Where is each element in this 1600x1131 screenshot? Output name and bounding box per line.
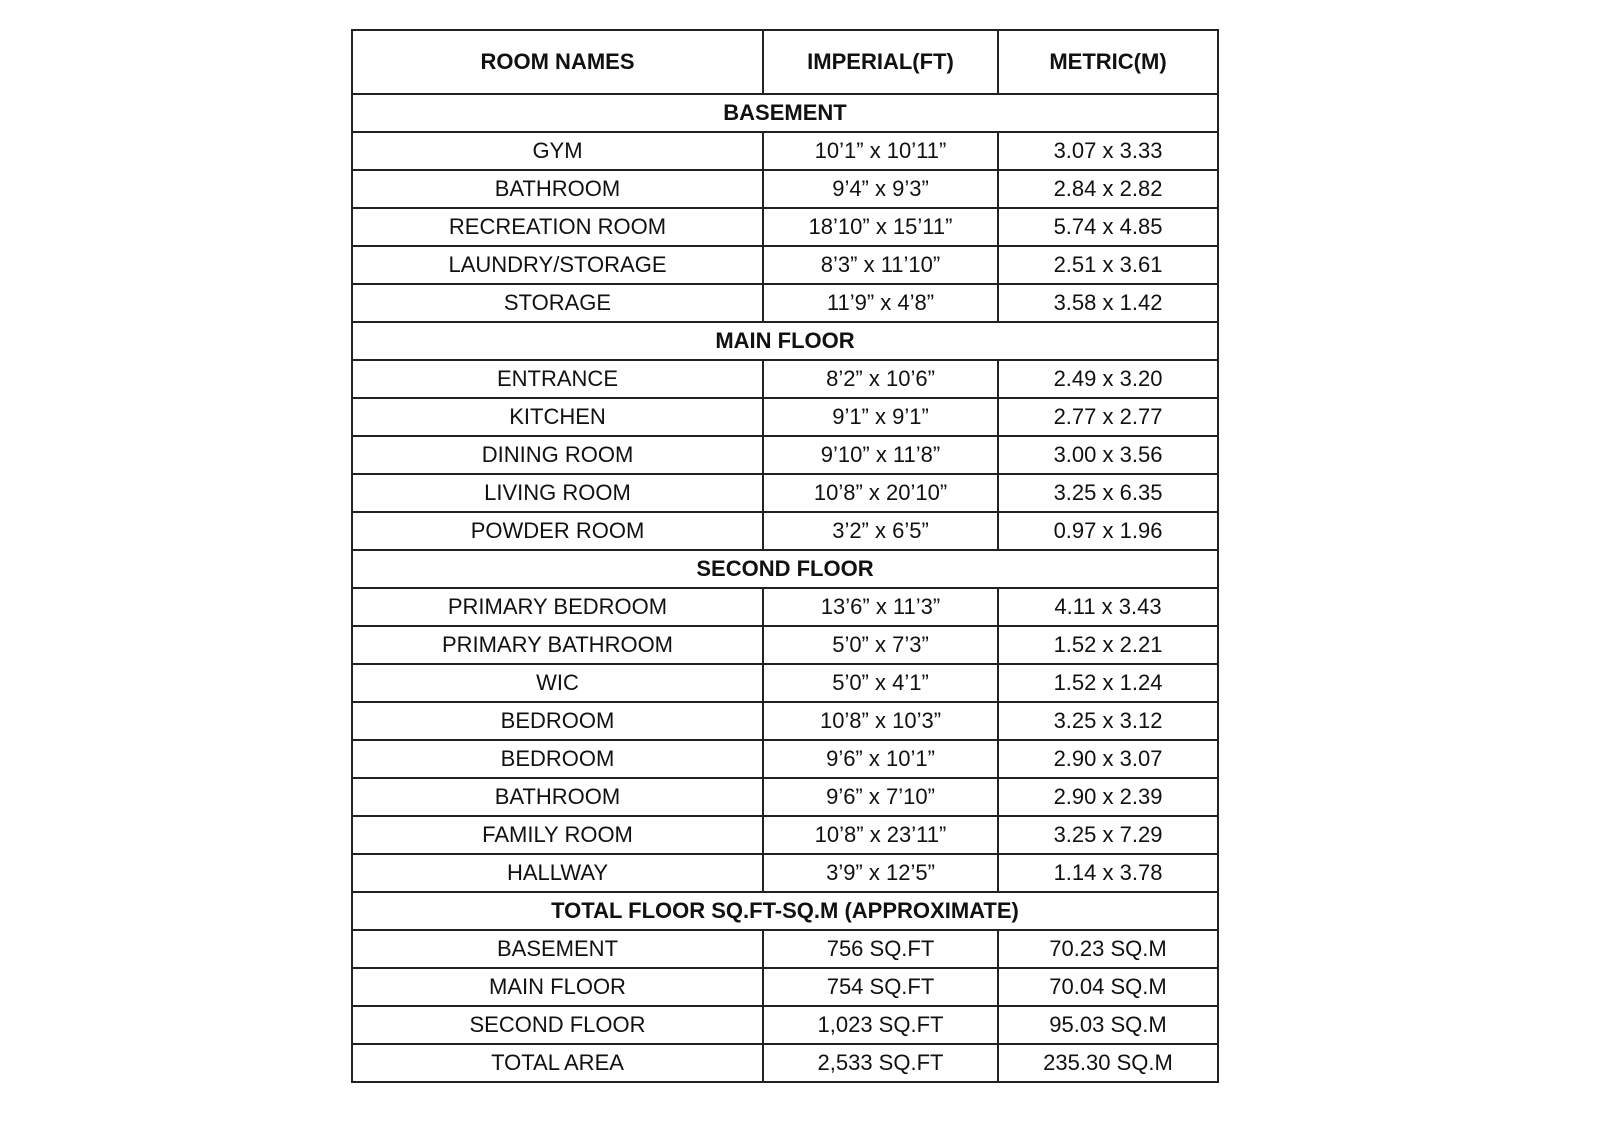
metric-cell: 3.07 x 3.33	[998, 132, 1218, 170]
metric-cell: 2.84 x 2.82	[998, 170, 1218, 208]
section-header-row	[352, 892, 1218, 930]
table-row	[352, 512, 1218, 550]
room-name-cell: ENTRANCE	[352, 360, 763, 398]
metric-cell: 2.51 x 3.61	[998, 246, 1218, 284]
imperial-cell: 5’0” x 4’1”	[763, 664, 998, 702]
room-name-cell: PRIMARY BEDROOM	[352, 588, 763, 626]
table-row	[352, 132, 1218, 170]
table-row	[352, 968, 1218, 1006]
table-row	[352, 778, 1218, 816]
header-imperial: IMPERIAL(FT)	[763, 30, 998, 94]
imperial-cell: 9’6” x 10’1”	[763, 740, 998, 778]
room-name-cell: BEDROOM	[352, 740, 763, 778]
metric-cell: 2.77 x 2.77	[998, 398, 1218, 436]
table-row	[352, 246, 1218, 284]
header-room-names: ROOM NAMES	[352, 30, 763, 94]
imperial-cell: 9’4” x 9’3”	[763, 170, 998, 208]
imperial-cell: 11’9” x 4’8”	[763, 284, 998, 322]
room-name-cell: TOTAL AREA	[352, 1044, 763, 1082]
metric-cell: 3.25 x 6.35	[998, 474, 1218, 512]
metric-cell: 1.14 x 3.78	[998, 854, 1218, 892]
room-name-cell: DINING ROOM	[352, 436, 763, 474]
metric-cell: 2.90 x 3.07	[998, 740, 1218, 778]
imperial-cell: 8’2” x 10’6”	[763, 360, 998, 398]
room-dimensions-table	[351, 29, 1219, 1083]
imperial-cell: 10’8” x 23’11”	[763, 816, 998, 854]
section-header-row	[352, 94, 1218, 132]
imperial-cell: 9’10” x 11’8”	[763, 436, 998, 474]
table-row	[352, 588, 1218, 626]
metric-cell: 95.03 SQ.M	[998, 1006, 1218, 1044]
table-row	[352, 284, 1218, 322]
room-name-cell: BEDROOM	[352, 702, 763, 740]
imperial-cell: 2,533 SQ.FT	[763, 1044, 998, 1082]
metric-cell: 5.74 x 4.85	[998, 208, 1218, 246]
room-name-cell: FAMILY ROOM	[352, 816, 763, 854]
metric-cell: 1.52 x 2.21	[998, 626, 1218, 664]
room-name-cell: POWDER ROOM	[352, 512, 763, 550]
header-row	[352, 30, 1218, 94]
header-metric: METRIC(M)	[998, 30, 1218, 94]
imperial-cell: 10’8” x 20’10”	[763, 474, 998, 512]
table-row	[352, 1044, 1218, 1082]
room-name-cell: STORAGE	[352, 284, 763, 322]
table-body	[352, 94, 1218, 1082]
table-row	[352, 664, 1218, 702]
table-row	[352, 398, 1218, 436]
section-title: BASEMENT	[352, 94, 1218, 132]
room-name-cell: BATHROOM	[352, 170, 763, 208]
table-row	[352, 208, 1218, 246]
section-header-row	[352, 322, 1218, 360]
table-row	[352, 816, 1218, 854]
metric-cell: 1.52 x 1.24	[998, 664, 1218, 702]
room-name-cell: RECREATION ROOM	[352, 208, 763, 246]
room-name-cell: PRIMARY BATHROOM	[352, 626, 763, 664]
table-row	[352, 854, 1218, 892]
metric-cell: 0.97 x 1.96	[998, 512, 1218, 550]
imperial-cell: 13’6” x 11’3”	[763, 588, 998, 626]
room-name-cell: BASEMENT	[352, 930, 763, 968]
table-row	[352, 1006, 1218, 1044]
imperial-cell: 10’1” x 10’11”	[763, 132, 998, 170]
imperial-cell: 3’2” x 6’5”	[763, 512, 998, 550]
imperial-cell: 1,023 SQ.FT	[763, 1006, 998, 1044]
table-row	[352, 170, 1218, 208]
imperial-cell: 10’8” x 10’3”	[763, 702, 998, 740]
metric-cell: 4.11 x 3.43	[998, 588, 1218, 626]
metric-cell: 3.25 x 3.12	[998, 702, 1218, 740]
metric-cell: 3.00 x 3.56	[998, 436, 1218, 474]
metric-cell: 2.90 x 2.39	[998, 778, 1218, 816]
room-name-cell: LIVING ROOM	[352, 474, 763, 512]
imperial-cell: 756 SQ.FT	[763, 930, 998, 968]
room-name-cell: WIC	[352, 664, 763, 702]
table-row	[352, 360, 1218, 398]
imperial-cell: 3’9” x 12’5”	[763, 854, 998, 892]
section-header-row	[352, 550, 1218, 588]
room-name-cell: MAIN FLOOR	[352, 968, 763, 1006]
metric-cell: 3.25 x 7.29	[998, 816, 1218, 854]
imperial-cell: 5’0” x 7’3”	[763, 626, 998, 664]
metric-cell: 70.04 SQ.M	[998, 968, 1218, 1006]
room-name-cell: GYM	[352, 132, 763, 170]
imperial-cell: 8’3” x 11’10”	[763, 246, 998, 284]
room-name-cell: KITCHEN	[352, 398, 763, 436]
section-title: MAIN FLOOR	[352, 322, 1218, 360]
metric-cell: 2.49 x 3.20	[998, 360, 1218, 398]
table-row	[352, 436, 1218, 474]
room-name-cell: HALLWAY	[352, 854, 763, 892]
table-row	[352, 930, 1218, 968]
imperial-cell: 18’10” x 15’11”	[763, 208, 998, 246]
metric-cell: 235.30 SQ.M	[998, 1044, 1218, 1082]
imperial-cell: 9’6” x 7’10”	[763, 778, 998, 816]
section-title: TOTAL FLOOR SQ.FT-SQ.M (APPROXIMATE)	[352, 892, 1218, 930]
room-name-cell: SECOND FLOOR	[352, 1006, 763, 1044]
room-name-cell: LAUNDRY/STORAGE	[352, 246, 763, 284]
section-title: SECOND FLOOR	[352, 550, 1218, 588]
metric-cell: 70.23 SQ.M	[998, 930, 1218, 968]
metric-cell: 3.58 x 1.42	[998, 284, 1218, 322]
table-row	[352, 702, 1218, 740]
imperial-cell: 754 SQ.FT	[763, 968, 998, 1006]
imperial-cell: 9’1” x 9’1”	[763, 398, 998, 436]
room-name-cell: BATHROOM	[352, 778, 763, 816]
table-row	[352, 740, 1218, 778]
table-row	[352, 474, 1218, 512]
table-row	[352, 626, 1218, 664]
